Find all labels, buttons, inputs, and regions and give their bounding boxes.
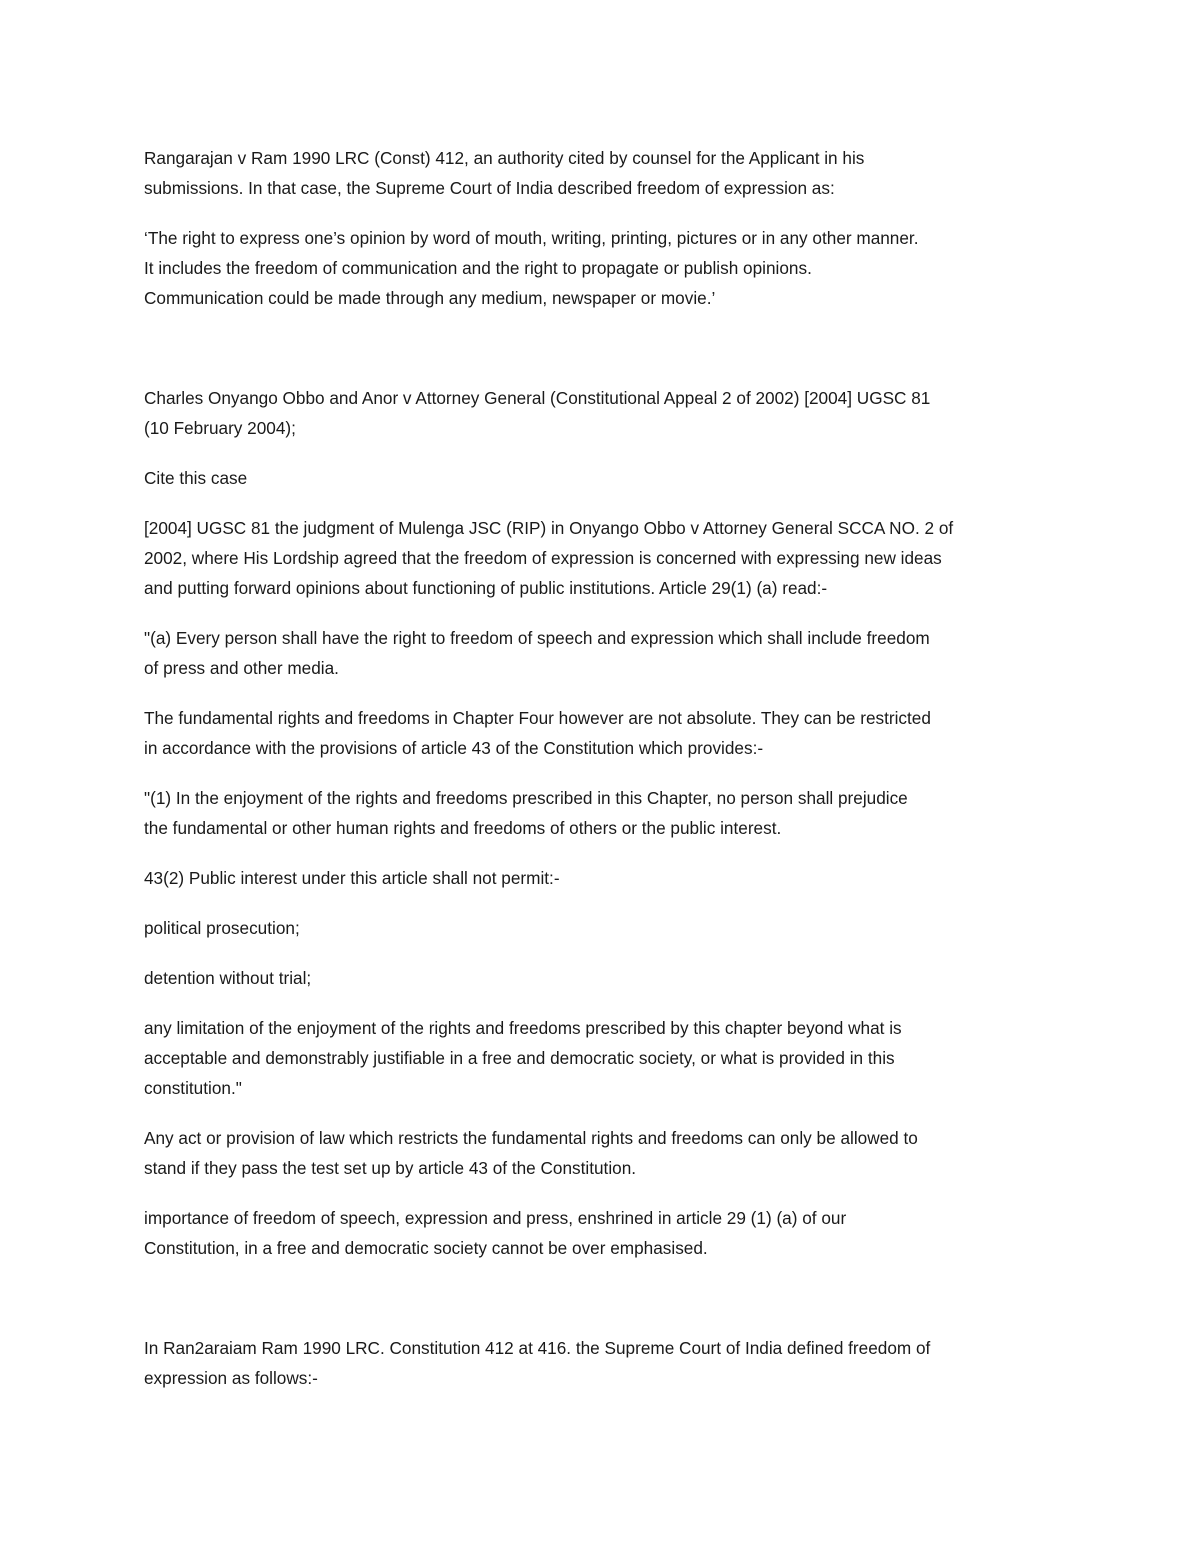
paragraph-article-43-1-quote: "(1) In the enjoyment of the rights and freedoms prescribed in this Chapter, no person shall prejudice the fundamental or other human rights and freedoms of others or the public interest. — [144, 788, 908, 838]
paragraph-article-29-quote: "(a) Every person shall have the right to freedom of speech and expression which shall include freedom of press and other media. — [144, 628, 930, 678]
paragraph-quote-right-to-express: ‘The right to express one’s opinion by word of mouth, writing, printing, pictures or in any other manner. It includes the freedom of communication and the right to propagate or publish opinions. Communication could be made through any medium, newspaper or movie.’ — [144, 228, 919, 308]
paragraph-ran2araiam: In Ran2araiam Ram 1990 LRC. Constitution 412 at 416. the Supreme Court of India defined freedom of expression as follows:- — [144, 1338, 931, 1388]
paragraph-article-43-2: 43(2) Public interest under this article shall not permit:- — [144, 868, 560, 888]
paragraph-test-article-43: Any act or provision of law which restricts the fundamental rights and freedoms can only be allowed to stand if they pass the test set up by article 43 of the Constitution. — [144, 1128, 918, 1178]
paragraph-political-prosecution: political prosecution; — [144, 918, 300, 938]
paragraph-any-limitation: any limitation of the enjoyment of the rights and freedoms prescribed by this chapter beyond what is acceptable and demonstrably justifiable in a free and democratic society, or what is provided in this constitution." — [144, 1018, 902, 1098]
paragraph-mulenga-judgment: [2004] UGSC 81 the judgment of Mulenga JSC (RIP) in Onyango Obbo v Attorney General SCCA NO. 2 of 2002, where His Lordship agreed that the freedom of expression is concerned with expressing new ideas and putting forward opinions about functioning of public institutions. Article 29(1) (a) read:- — [144, 518, 954, 598]
paragraph-onyango-obbo-case-title: Charles Onyango Obbo and Anor v Attorney General (Constitutional Appeal 2 of 2002) [2004] UGSC 81 (10 February 2004); — [144, 388, 931, 438]
paragraph-cite-this-case: Cite this case — [144, 468, 248, 488]
paragraph-importance-freedom: importance of freedom of speech, expression and press, enshrined in article 29 (1) (a) of our Constitution, in a free and democratic society cannot be over emphasised. — [144, 1208, 847, 1258]
paragraph-not-absolute: The fundamental rights and freedoms in Chapter Four however are not absolute. They can be restricted in accordance with the provisions of article 43 of the Constitution which provides:- — [144, 708, 931, 758]
document-body — [144, 143, 1064, 1413]
paragraph-detention-without-trial: detention without trial; — [144, 968, 312, 988]
paragraph-rangarajan-citation: Rangarajan v Ram 1990 LRC (Const) 412, an authority cited by counsel for the Applicant in his submissions. In that case, the Supreme Court of India described freedom of expression as: — [144, 148, 865, 198]
